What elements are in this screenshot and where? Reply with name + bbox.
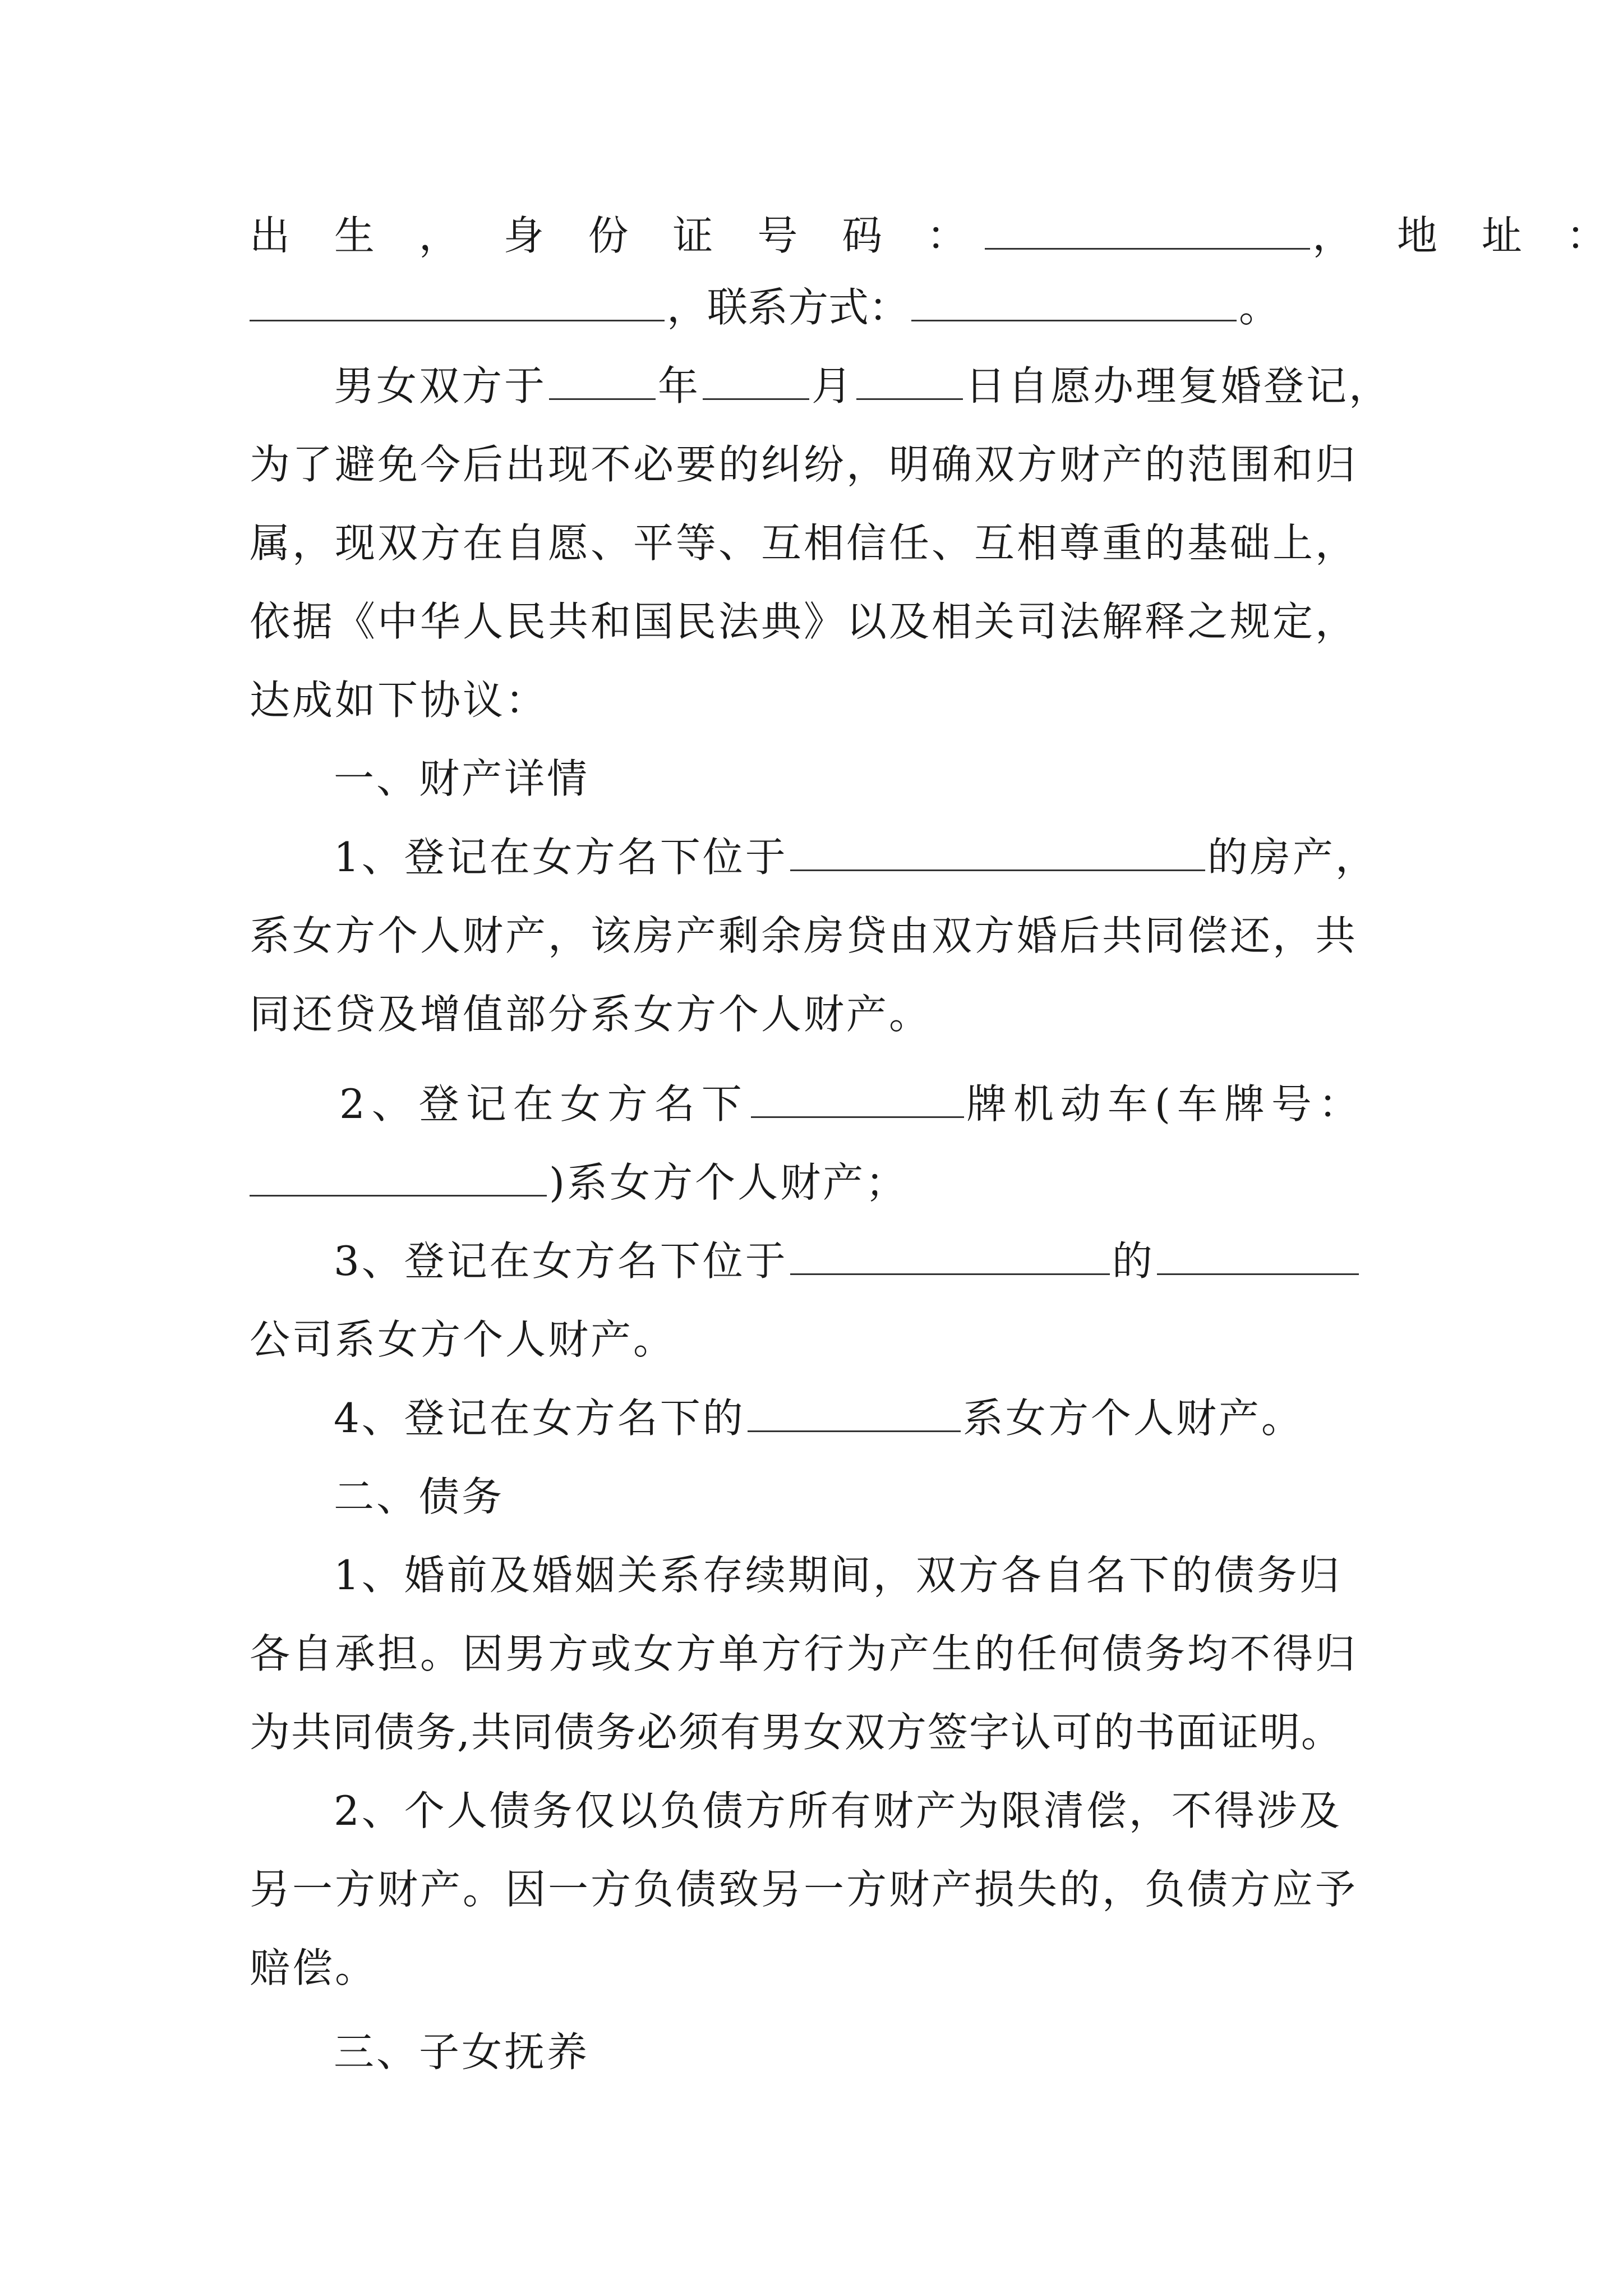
text-segment: 日自愿办理复婚登记， [965, 362, 1392, 409]
company-location-blank [790, 1234, 1110, 1275]
text-segment: 2、登记在女方名下 [339, 1080, 749, 1128]
text-segment: 的 [1112, 1237, 1155, 1285]
paragraph-line: 各自承担。因男方或女方单方行为产生的任何债务均不得归 [250, 1630, 1358, 1677]
company-name-blank [1157, 1234, 1359, 1275]
section-heading: 三、子女抚养 [334, 2028, 590, 2076]
text-segment: 3、登记在女方名下位于 [334, 1237, 788, 1285]
paragraph-line: 属，现双方在自愿、平等、互相信任、互相尊重的基础上， [250, 519, 1358, 567]
property-blank [748, 1391, 961, 1432]
text-segment: 男女双方于 [334, 362, 547, 409]
text-segment: 年 [658, 362, 701, 409]
paragraph-line [334, 347, 1391, 425]
text-segment: 。 [1239, 284, 1280, 331]
address-blank [250, 280, 665, 321]
paragraph-line: 1、婚前及婚姻关系存续期间，双方各自名下的债务归 [334, 1552, 1342, 1599]
text-segment: 牌机动车(车牌号： [966, 1080, 1366, 1128]
text-segment: 月 [811, 362, 855, 409]
month-blank [703, 359, 809, 400]
paragraph-line [334, 818, 1378, 896]
car-brand-blank [751, 1077, 964, 1118]
paragraph-line: 2、个人债务仅以负债方所有财产为限清偿，不得涉及 [334, 1787, 1342, 1834]
paragraph-line: 系女方个人财产，该房产剩余房贷由双方婚后共同偿还，共 [250, 912, 1358, 959]
text-segment: )系女方个人财产； [549, 1159, 909, 1206]
text-segment: ， 地 址 ： [1312, 212, 1622, 259]
paragraph-line: 另一方财产。因一方负债致另一方财产损失的，负债方应予 [250, 1866, 1358, 1913]
paragraph-line: 为共同债务,共同债务必须有男女双方签字认可的书面证明。 [250, 1709, 1343, 1756]
text-segment: 4、登记在女方名下的 [334, 1395, 745, 1442]
text-segment: 系女方个人财产。 [962, 1395, 1304, 1442]
id-number-blank [985, 209, 1310, 250]
year-blank [549, 359, 656, 400]
paragraph-line: 为了避免今后出现不必要的纠纷，明确双方财产的范围和归 [250, 441, 1358, 488]
paragraph-line [334, 1222, 1361, 1300]
section-heading: 二、债务 [334, 1473, 505, 1520]
text-segment: ，联系方式： [667, 284, 910, 331]
text-segment: 的房产， [1207, 834, 1378, 881]
paragraph-line [339, 1065, 1366, 1143]
paragraph-line [250, 268, 1279, 347]
paragraph-line: 同还贷及增值部分系女方个人财产。 [250, 991, 932, 1038]
section-heading: 一、财产详情 [334, 755, 590, 802]
paragraph-line: 赔偿。 [250, 1944, 378, 1991]
house-location-blank [790, 830, 1205, 871]
paragraph-line: 达成如下协议： [250, 677, 548, 724]
paragraph-line [250, 196, 1622, 275]
paragraph-line [250, 1143, 908, 1222]
paragraph-line: 公司系女方个人财产。 [250, 1316, 676, 1363]
plate-number-blank [250, 1156, 547, 1197]
paragraph-line [334, 1379, 1304, 1457]
text-segment: 出 生 ， 身 份 证 号 码 ： [250, 212, 983, 259]
paragraph-line: 依据《中华人民共和国民法典》以及相关司法解释之规定， [250, 598, 1358, 645]
day-blank [856, 359, 963, 400]
text-segment: 1、登记在女方名下位于 [334, 834, 788, 881]
contact-blank [911, 280, 1237, 321]
